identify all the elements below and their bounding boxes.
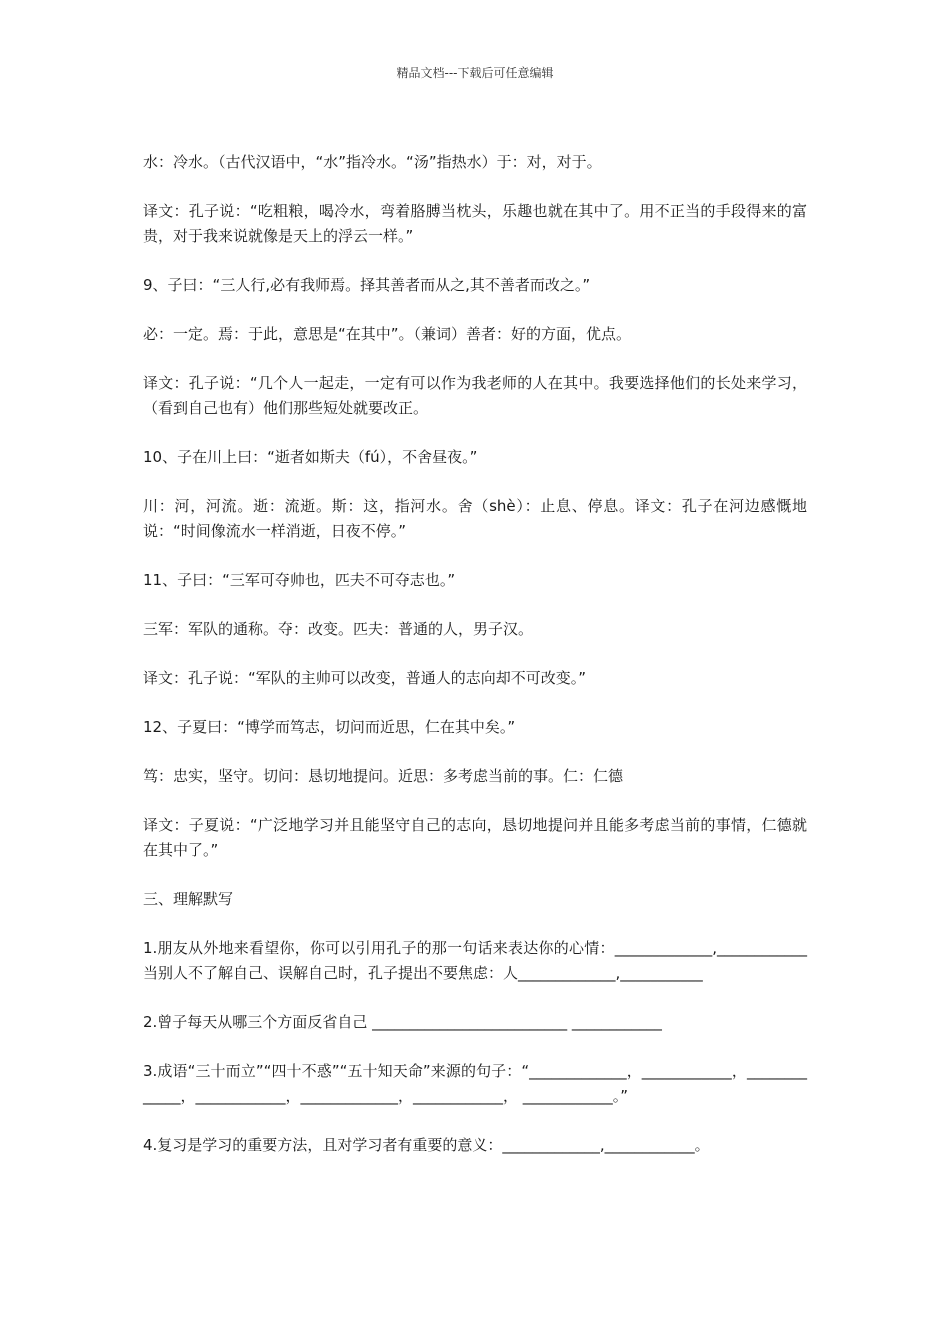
paragraph-quote-9: 9、子曰：“三人行,必有我师焉。择其善者而从之,其不善者而改之。” xyxy=(143,276,591,294)
exercise-4: 4.复习是学习的重要方法，且对学习者有重要的意义：_____________,____________。 xyxy=(143,1136,710,1154)
paragraph-note-10: 川：河，河流。逝：流逝。斯：这，指河水。舍（shè）：止息、停息。译文：孔子在河边感慨地说：“时间像流水一样消逝，日夜不停。” xyxy=(143,497,807,540)
paragraph-quote-11: 11、子曰：“三军可夺帅也，匹夫不可夺志也。” xyxy=(143,571,456,589)
section-heading: 三、理解默写 xyxy=(143,890,234,908)
paragraph-note-water: 水：冷水。（古代汉语中，“水”指冷水。“汤”指热水）于：对，对于。 xyxy=(143,153,602,171)
paragraph-note-11: 三军：军队的通称。夺：改变。匹夫：普通的人，男子汉。 xyxy=(143,620,534,638)
document-body xyxy=(143,150,807,1182)
paragraph-note-12: 笃：忠实，坚守。切问：恳切地提问。近思：多考虑当前的事。仁：仁德 xyxy=(143,767,624,785)
exercise-2: 2.曾子每天从哪三个方面反省自己 __________________________ ____________ xyxy=(143,1013,662,1031)
exercise-3: 3.成语“三十而立”“四十不惑”“五十知天命”来源的句子：“_____________，____________，_____________，____________，_____________，____________， ____________。” xyxy=(143,1062,807,1105)
paragraph-quote-10: 10、子在川上曰：“逝者如斯夫（fú），不舍昼夜。” xyxy=(143,448,478,466)
paragraph-translation-8: 译文：孔子说：“吃粗粮，喝冷水，弯着胳膊当枕头，乐趣也就在其中了。用不正当的手段得来的富贵，对于我来说就像是天上的浮云一样。” xyxy=(143,202,807,245)
paragraph-quote-12: 12、子夏曰：“博学而笃志，切问而近思，仁在其中矣。” xyxy=(143,718,516,736)
paragraph-note-9: 必：一定。焉：于此，意思是“在其中”。（兼词）善者：好的方面，优点。 xyxy=(143,325,632,343)
paragraph-translation-11: 译文：孔子说：“军队的主帅可以改变，普通人的志向却不可改变。” xyxy=(143,669,587,687)
page-header: 精品文档---下载后可任意编辑 xyxy=(396,66,554,80)
paragraph-translation-12: 译文：子夏说：“广泛地学习并且能坚守自己的志向，恳切地提问并且能多考虑当前的事情，仁德就在其中了。” xyxy=(143,816,807,859)
exercise-1: 1.朋友从外地来看望你，你可以引用孔子的那一句话来表达你的心情：_____________,____________当别人不了解自己、误解自己时，孔子提出不要焦虑：人_____________,___________ xyxy=(143,939,807,982)
paragraph-translation-9: 译文：孔子说：“几个人一起走，一定有可以作为我老师的人在其中。我要选择他们的长处来学习，（看到自己也有）他们那些短处就要改正。 xyxy=(143,374,807,417)
